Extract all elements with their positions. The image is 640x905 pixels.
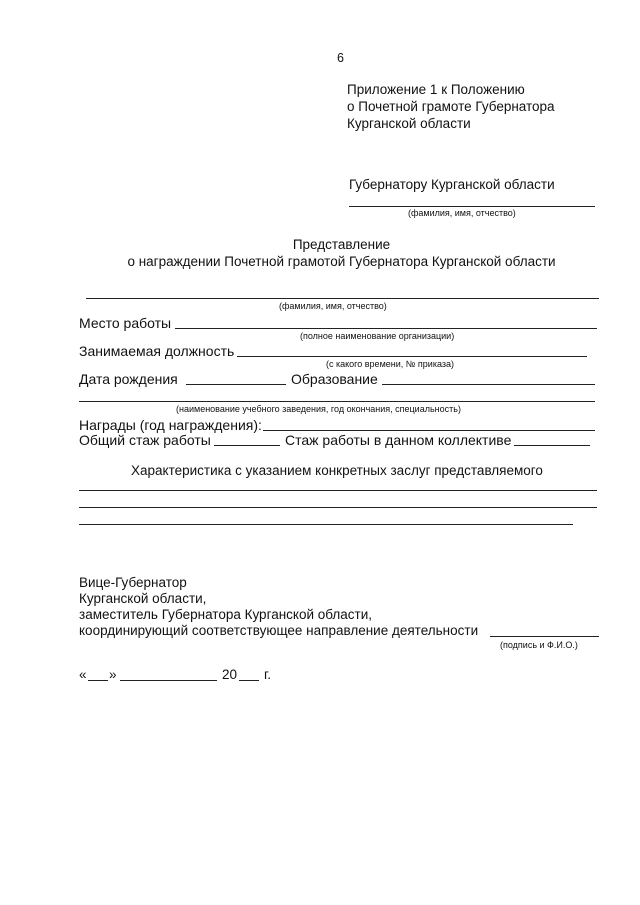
annex-line-3: Курганской области xyxy=(347,116,471,131)
education-label: Образование xyxy=(291,371,378,387)
team-exp-label: Стаж работы в данном коллективе xyxy=(285,432,512,448)
awards-label: Награды (год награждения): xyxy=(79,417,262,433)
date-year-line[interactable] xyxy=(239,680,259,681)
doc-title: Представление xyxy=(292,237,391,252)
education-line[interactable] xyxy=(382,384,595,385)
position-caption: (с какого времени, № приказа) xyxy=(326,359,454,369)
workplace-label: Место работы xyxy=(79,315,172,331)
characteristic-line-2[interactable] xyxy=(79,507,597,508)
workplace-line[interactable] xyxy=(175,328,597,329)
signatory-line-4: координирующий соответствующее направление деятельности xyxy=(79,623,479,638)
annex-line-1: Приложение 1 к Положению xyxy=(347,82,525,97)
team-exp-line[interactable] xyxy=(514,445,590,446)
characteristic-line-1[interactable] xyxy=(79,490,597,491)
awards-line[interactable] xyxy=(263,430,595,431)
date-close-quote: » xyxy=(109,667,117,682)
doc-subtitle: о награждении Почетной грамотой Губернатора Курганской области xyxy=(127,254,556,269)
position-line[interactable] xyxy=(237,356,587,357)
signatory-line-2: Курганской области, xyxy=(79,591,207,606)
workplace-caption: (полное наименование организации) xyxy=(300,331,455,341)
date-day-line[interactable] xyxy=(88,680,108,681)
date-month-line[interactable] xyxy=(120,680,217,681)
nominee-fio-line[interactable] xyxy=(86,298,599,299)
birth-date-line[interactable] xyxy=(186,384,286,385)
addressee-fio-caption: (фамилия, имя, отчество) xyxy=(408,208,516,218)
nominee-fio-caption: (фамилия, имя, отчество) xyxy=(279,301,387,311)
signature-caption: (подпись и Ф.И.О.) xyxy=(500,640,578,650)
education-line-2[interactable] xyxy=(79,401,595,402)
addressee-fio-line[interactable] xyxy=(349,206,595,207)
characteristic-heading: Характеристика с указанием конкретных заслуг представляемого xyxy=(131,463,543,478)
total-exp-label: Общий стаж работы xyxy=(79,432,211,448)
date-open-quote: « xyxy=(79,667,87,682)
date-year-prefix: 20 xyxy=(222,667,238,682)
page-number: 6 xyxy=(337,51,344,65)
signatory-line-1: Вице-Губернатор xyxy=(79,575,187,590)
annex-line-2: о Почетной грамоте Губернатора xyxy=(347,99,555,114)
position-label: Занимаемая должность xyxy=(79,343,235,359)
date-year-suffix: г. xyxy=(264,667,272,682)
education-caption: (наименование учебного заведения, год окончания, специальность) xyxy=(176,404,461,414)
addressee-to: Губернатору Курганской области xyxy=(349,177,555,192)
birth-date-label: Дата рождения xyxy=(79,371,178,387)
total-exp-line[interactable] xyxy=(214,445,280,446)
signature-line[interactable] xyxy=(490,636,599,637)
signatory-line-3: заместитель Губернатора Курганской области, xyxy=(79,607,373,622)
characteristic-line-3[interactable] xyxy=(79,524,573,525)
